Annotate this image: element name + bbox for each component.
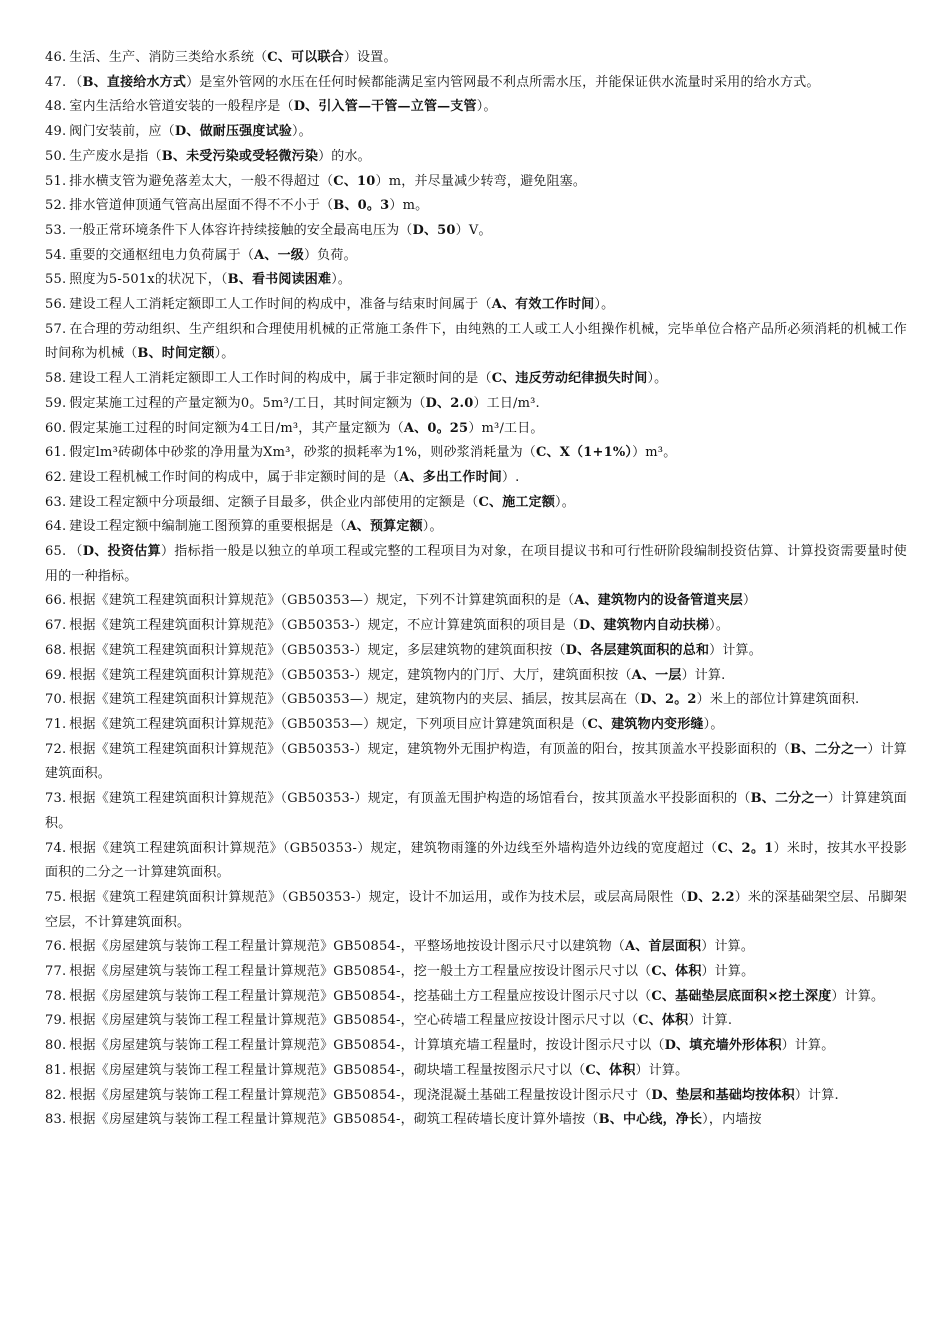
question-text: 建设工程人工消耗定额即工人工作时间的构成中，准备与结束时间属于（ <box>69 297 492 313</box>
question-text: ）米上的部位计算建筑面积. <box>696 692 860 708</box>
question-text: ）计算。 <box>709 642 762 658</box>
question-item <box>45 614 907 639</box>
question-text: ）计算。 <box>635 1062 689 1078</box>
question-number: 68. <box>45 642 67 658</box>
answer-text: B、0。3 <box>333 198 390 214</box>
question-item <box>45 1084 907 1109</box>
question-item <box>45 515 907 540</box>
answer-text: D、建筑物内自动扶梯 <box>578 618 710 634</box>
question-item <box>45 46 907 71</box>
question-text: ）。 <box>594 297 615 313</box>
question-item <box>45 886 907 935</box>
question-text: ）米时，按其水平投影面积的二分之一计算建筑面积。 <box>45 840 907 881</box>
question-text: 根据《建筑工程建筑面积计算规范》（GB50353—）规定，建筑物内的夹层、插层，按其层高在（ <box>69 692 641 708</box>
question-text: ）m，并尽量减少转弯，避免阻塞。 <box>375 173 587 189</box>
question-item <box>45 491 907 516</box>
question-text: 根据《房屋建筑与装饰工程工程量计算规范》GB50854-，挖一般土方工程量应按设计图示尺寸以（ <box>69 964 652 980</box>
question-item <box>45 787 907 836</box>
question-number: 62. <box>45 469 67 485</box>
question-number: 55. <box>45 272 67 288</box>
question-text: 根据《建筑工程建筑面积计算规范》（GB50353-）规定，设计不加运用，或作为技术层，或层高局限性（ <box>69 889 687 905</box>
answer-text: C、10 <box>333 173 376 189</box>
question-item <box>45 1108 907 1133</box>
answer-text: C、施工定额 <box>478 494 556 510</box>
question-text: ）计算建筑面积。 <box>45 791 907 831</box>
question-text: 根据《建筑工程建筑面积计算规范》（GB50353-）规定，建筑物雨篷的外边线至外墙构造外边线的宽度超过（ <box>69 840 718 856</box>
question-number: 59. <box>45 395 67 411</box>
question-text: 生活、生产、消防三类给水系统（ <box>69 50 268 65</box>
question-item <box>45 960 907 985</box>
question-number: 57. <box>45 321 67 337</box>
question-number: 83. <box>45 1112 67 1128</box>
question-text: ）的水。 <box>318 148 371 164</box>
question-number: 58. <box>45 371 67 387</box>
question-number: 54. <box>45 247 67 263</box>
question-text: 根据《房屋建筑与装饰工程工程量计算规范》GB50854-，平整场地按设计图示尺寸以建筑物（ <box>69 939 625 955</box>
answer-text: C、体积 <box>585 1062 636 1078</box>
question-text: ）V。 <box>455 222 492 238</box>
answer-text: D、投资估算 <box>82 544 161 560</box>
question-item <box>45 688 907 713</box>
question-item <box>45 293 907 318</box>
question-text: 根据《建筑工程建筑面积计算规范》（GB50353—）规定，下列不计算建筑面积的是（ <box>69 593 575 609</box>
answer-text: A、首层面积 <box>624 939 702 955</box>
question-text: ）。 <box>214 346 235 362</box>
question-number: 56. <box>45 297 67 313</box>
question-text: 根据《房屋建筑与装饰工程工程量计算规范》GB50854-，挖基础土方工程量应按设计图示尺寸以（ <box>69 988 652 1004</box>
answer-text: A、预算定额 <box>346 519 423 535</box>
question-text: 排水横支管为避免落差太大，一般不得超过（ <box>69 173 334 189</box>
question-number: 75. <box>45 889 67 905</box>
question-text: 建设工程定额中分项最细、定额子目最多，供企业内部使用的定额是（ <box>69 494 479 510</box>
question-text: ） <box>742 593 757 609</box>
question-text: 根据《建筑工程建筑面积计算规范》（GB50353-）规定，有顶盖无围护构造的场馆看台，按其顶盖水平投影面积的（ <box>69 791 751 807</box>
question-text: ）指标指一般是以独立的单项工程或完整的工程项目为对象，在项目提议书和可行性研阶段编制投资估算、计算投资需要量时使用的一种指标。 <box>45 544 908 584</box>
answer-text: C、基础垫层底面积×挖土深度 <box>651 988 832 1004</box>
answer-text: C、可以联合 <box>267 50 344 65</box>
question-text: ）。 <box>703 716 724 732</box>
question-text: ）m。 <box>389 198 429 214</box>
answer-text: B、时间定额 <box>137 346 215 362</box>
question-number: 50. <box>45 148 67 164</box>
question-text: ）负荷。 <box>303 247 357 263</box>
question-text: 在合理的劳动组织、生产组织和合理使用机械的正常施工条件下，由纯熟的工人或工人小组操作机械，完毕单位合格产品所必须消耗的机械工作时间称为机械（ <box>45 321 907 362</box>
question-text: ）。 <box>291 124 312 140</box>
question-item <box>45 244 907 269</box>
question-item <box>45 985 907 1010</box>
question-number: 76. <box>45 939 67 955</box>
question-item <box>45 441 907 466</box>
answer-text: C、违反劳动纪律损失时间 <box>491 371 648 387</box>
question-text: 假定某施工过程的时间定额为4工日/m³，其产量定额为（ <box>69 420 404 436</box>
question-number: 61. <box>45 445 67 461</box>
question-text: ）m³。 <box>632 445 677 461</box>
question-text: ）。 <box>647 371 668 387</box>
question-text: ）计算建筑面积。 <box>45 741 907 782</box>
question-item <box>45 935 907 960</box>
question-text: ）。 <box>555 494 575 510</box>
question-text: 一般正常环境条件下人体容许持续接触的安全最高电压为（ <box>69 222 413 238</box>
question-item <box>45 318 907 367</box>
question-item <box>45 71 907 96</box>
answer-text: D、做耐压强度试验 <box>174 124 292 140</box>
question-text: 建设工程机械工作时间的构成中，属于非定额时间的是（ <box>69 469 400 485</box>
question-number: 52. <box>45 198 67 214</box>
answer-text: A、一级 <box>254 247 304 263</box>
question-item <box>45 639 907 664</box>
question-number: 64. <box>45 519 67 535</box>
question-text: 排水管道伸顶通气管高出屋面不得不不小于（ <box>69 198 334 214</box>
answer-text: B、中心线，净长 <box>598 1112 703 1128</box>
answer-text: A、有效工作时间 <box>491 297 595 313</box>
question-text: ）米的深基础架空层、吊脚架空层，不计算建筑面积。 <box>45 889 908 930</box>
question-number: 77. <box>45 964 67 980</box>
question-item <box>45 589 907 614</box>
question-text: ）。 <box>331 272 352 288</box>
answer-text: D、垫层和基础均按体积 <box>651 1087 795 1103</box>
question-number: 82. <box>45 1087 67 1103</box>
question-item <box>45 466 907 491</box>
question-number: 60. <box>45 420 67 436</box>
question-number: 48. <box>45 99 67 115</box>
question-text: 根据《房屋建筑与装饰工程工程量计算规范》GB50854-，砌块墙工程量按图示尺寸以（ <box>69 1062 586 1078</box>
question-text: 建设工程人工消耗定额即工人工作时间的构成中，属于非定额时间的是（ <box>69 371 492 387</box>
question-number: 80. <box>45 1038 67 1054</box>
question-text: 根据《建筑工程建筑面积计算规范》（GB50353-）规定，多层建筑物的建筑面积按（ <box>69 642 566 658</box>
answer-text: A、多出工作时间 <box>399 469 502 485</box>
question-number: 47. <box>45 74 67 90</box>
question-text: 生产废水是指（ <box>69 148 162 164</box>
question-text: ）计算。 <box>831 988 885 1004</box>
question-text: ）m³/工日。 <box>468 420 544 436</box>
answer-text: B、二分之一 <box>790 741 868 757</box>
question-number: 63. <box>45 494 67 510</box>
question-item <box>45 268 907 293</box>
answer-text: B、二分之一 <box>750 791 828 807</box>
question-number: 46. <box>45 50 67 65</box>
question-number: 53. <box>45 222 67 238</box>
question-text: 假定lm³砖砌体中砂浆的净用量为Xm³，砂浆的损耗率为1%，则砂浆消耗量为（ <box>69 445 536 461</box>
answer-text: D、2.0 <box>425 395 474 411</box>
question-number: 79. <box>45 1013 67 1029</box>
question-item <box>45 738 907 787</box>
question-item <box>45 194 907 219</box>
answer-text: B、看书阅读困难 <box>227 272 332 288</box>
question-item <box>45 1009 907 1034</box>
question-text: ）计算. <box>688 1013 733 1029</box>
question-text: 根据《房屋建筑与装饰工程工程量计算规范》GB50854-，计算填充墙工程量时，按设计图示尺寸以（ <box>69 1038 665 1054</box>
answer-text: D、各层建筑面积的总和 <box>565 642 710 658</box>
question-text: 假定某施工过程的产量定额为0。5m³/工日，其时间定额为（ <box>69 395 426 411</box>
question-item <box>45 170 907 195</box>
question-text: ）工日/m³. <box>473 395 540 411</box>
question-text: ）计算. <box>681 667 726 683</box>
question-text: 室内生活给水管道安装的一般程序是（ <box>69 99 294 115</box>
question-number: 66. <box>45 593 67 609</box>
question-number: 67. <box>45 618 67 634</box>
answer-text: D、2.2 <box>686 889 735 905</box>
question-text: （ <box>69 74 83 90</box>
question-number: 73. <box>45 791 67 807</box>
question-number: 51. <box>45 173 67 189</box>
question-item <box>45 837 907 886</box>
question-text: ）设置。 <box>343 50 397 65</box>
question-item <box>45 1034 907 1059</box>
question-number: 69. <box>45 667 67 683</box>
question-text: 建设工程定额中编制施工图预算的重要根据是（ <box>69 519 347 535</box>
question-text: ）计算。 <box>701 939 755 955</box>
answer-text: B、直接给水方式 <box>82 74 187 90</box>
question-text: ），内墙按 <box>702 1112 762 1128</box>
question-text: ）. <box>501 469 520 485</box>
question-number: 70. <box>45 692 67 708</box>
question-text: ）。 <box>709 618 730 634</box>
question-item <box>45 540 907 589</box>
answer-text: C、体积 <box>638 1013 689 1029</box>
question-text: ）计算。 <box>701 964 755 980</box>
question-text: ）。 <box>422 519 443 535</box>
answer-text: C、建筑物内变形缝 <box>587 716 704 732</box>
question-item <box>45 664 907 689</box>
question-number: 74. <box>45 840 67 856</box>
answer-text: D、引入管—干管—立管—支管 <box>293 99 477 115</box>
question-text: 根据《房屋建筑与装饰工程工程量计算规范》GB50854-，空心砖墙工程量应按设计图示尺寸以（ <box>69 1013 639 1029</box>
question-item <box>45 145 907 170</box>
question-number: 81. <box>45 1062 67 1078</box>
question-item <box>45 1059 907 1084</box>
answer-text: D、50 <box>412 222 456 238</box>
question-item <box>45 392 907 417</box>
question-text: 根据《建筑工程建筑面积计算规范》（GB50353-）规定，建筑物外无围护构造，有顶盖的阳台，按其顶盖水平投影面积的（ <box>69 741 791 757</box>
question-text: 根据《房屋建筑与装饰工程工程量计算规范》GB50854-，现浇混凝土基础工程量按设计图示尺寸（ <box>69 1087 652 1103</box>
answer-text: C、X（1+1%） <box>536 445 633 461</box>
question-text: ）计算。 <box>781 1038 835 1054</box>
answer-text: C、体积 <box>651 964 702 980</box>
question-text: 重要的交通枢纽电力负荷属于（ <box>69 247 255 263</box>
question-number: 72. <box>45 741 67 757</box>
question-item <box>45 713 907 738</box>
question-item <box>45 95 907 120</box>
question-text: 照度为5-501x的状况下，（ <box>69 272 228 288</box>
question-item <box>45 417 907 442</box>
answer-text: D、填充墙外形体积 <box>664 1038 782 1054</box>
answer-text: A、一层 <box>631 667 682 683</box>
question-text: 根据《建筑工程建筑面积计算规范》（GB50353-）规定，建筑物内的门厅、大厅，建筑面积按（ <box>69 667 632 683</box>
answer-text: A、0。25 <box>403 420 469 436</box>
question-text: 根据《建筑工程建筑面积计算规范》（GB50353—）规定，下列项目应计算建筑面积是（ <box>69 716 588 732</box>
question-item <box>45 219 907 244</box>
answer-text: B、未受污染或受轻微污染 <box>161 148 319 164</box>
question-text: ）是室外管网的水压在任何时候都能满足室内管网最不利点所需水压，并能保证供水流量时采用的给水方式。 <box>186 74 820 90</box>
question-list <box>45 46 907 1133</box>
answer-text: C、2。1 <box>717 840 774 856</box>
question-text: 根据《建筑工程建筑面积计算规范》（GB50353-）规定，不应计算建筑面积的项目是（ <box>69 618 579 634</box>
question-item <box>45 367 907 392</box>
question-text: （ <box>69 544 83 560</box>
question-text: ）。 <box>476 99 497 115</box>
question-text: ）计算. <box>794 1087 839 1103</box>
answer-text: D、2。2 <box>640 692 697 708</box>
question-number: 65. <box>45 544 67 560</box>
question-number: 71. <box>45 716 67 732</box>
question-text: 阀门安装前，应（ <box>69 124 175 140</box>
question-item <box>45 120 907 145</box>
question-number: 78. <box>45 988 67 1004</box>
answer-text: A、建筑物内的设备管道夹层 <box>574 593 743 609</box>
question-text: 根据《房屋建筑与装饰工程工程量计算规范》GB50854-，砌筑工程砖墙长度计算外墙按（ <box>69 1112 599 1128</box>
question-number: 49. <box>45 124 67 140</box>
